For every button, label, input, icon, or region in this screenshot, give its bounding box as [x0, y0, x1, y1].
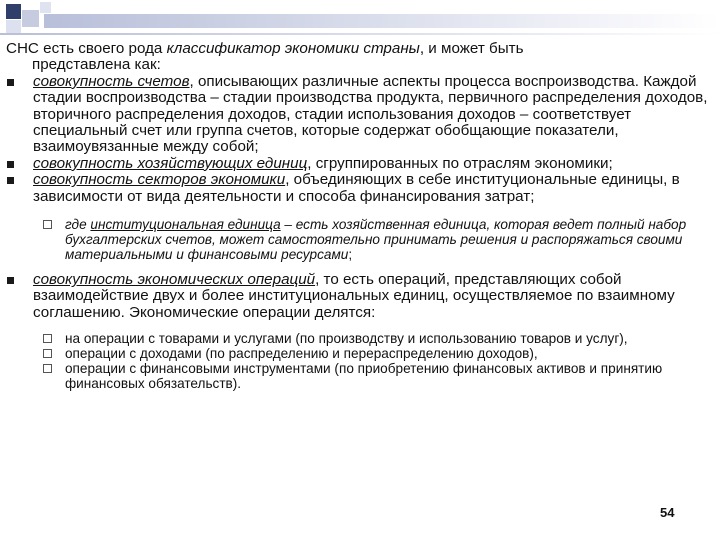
square-bullet-icon	[7, 177, 14, 184]
bullet-accounts	[6, 74, 716, 156]
intro-suffix: , и может быть	[419, 40, 524, 57]
intro-prefix: СНС есть своего рода	[6, 40, 167, 57]
bullet-units-emph: совокупность хозяйствующих единиц	[33, 154, 308, 172]
note-emph: институциональная единица	[90, 217, 281, 233]
intro-continuation: представлена как:	[32, 56, 161, 74]
subitem-goods-text: на операции с товарами и услугами (по производству и использованию товаров и услуг),	[65, 331, 628, 347]
subitem-income-text: операции с доходами (по распределению и перераспределению доходов),	[65, 346, 538, 362]
note-text: – есть хозяйственная единица, которая ведет полный набор бухгалтерских счетов, может самостоятельно принимать решения и распоряжаться своими материальными и финансовыми ресурсами	[65, 217, 687, 263]
subitem-goods	[6, 331, 716, 346]
note-tail: ;	[348, 247, 353, 263]
square-bullet-icon	[7, 277, 14, 284]
subitem-financial-text: операции с финансовыми инструментами (по приобретению финансовых активов и принятию финансовых обязательств).	[65, 361, 663, 392]
bullet-operations-text: , то есть операций, представляющих собой взаимодействие двух и более институциональных единиц, осуществляемое по взаимному соглашению. Экономические операции делятся:	[33, 271, 675, 321]
slide-body	[6, 41, 716, 391]
bullet-units-text: , сгруппированных по отраслям экономики;	[307, 154, 613, 172]
subitem-income	[6, 346, 716, 361]
header-gradient-bar	[44, 14, 720, 28]
bullet-sectors-emph: совокупность секторов экономики	[33, 171, 286, 189]
header-divider	[0, 33, 720, 35]
bullet-accounts-text: , описывающих различные аспекты процесса воспроизводства. Каждой стадии воспроизводства – стадии производства продукта, первичного распределения доходов, вторичного распределения доходов, стадии использования доходов – соответствует специальный счет или группа счетов, которые содержат обобщающие показатели, взаимоувязанные между собой;	[33, 72, 708, 156]
hollow-square-bullet-icon	[43, 364, 52, 373]
bullet-accounts-emph: совокупность счетов	[33, 72, 190, 90]
bullet-units	[6, 156, 716, 172]
square-bullet-icon	[7, 79, 14, 86]
page-number: 54	[660, 505, 675, 520]
intro-italic: классификатор экономики страны	[166, 40, 420, 57]
bullet-operations-emph: совокупность экономических операций	[33, 271, 316, 289]
square-bullet-icon	[7, 161, 14, 168]
header-square-light	[22, 10, 39, 27]
note-lead: где	[65, 217, 91, 233]
hollow-square-bullet-icon	[43, 220, 52, 229]
bullet-sectors	[6, 172, 716, 205]
bullet-operations	[6, 272, 716, 321]
subitem-financial	[6, 361, 716, 391]
spacer	[6, 321, 716, 331]
header-square-dark	[6, 4, 21, 19]
intro-paragraph	[6, 41, 716, 74]
hollow-square-bullet-icon	[43, 334, 52, 343]
spacer	[6, 205, 716, 217]
header-square-small	[40, 2, 51, 13]
bullet-sectors-text: , объединяющих в себе институциональные единицы, в зависимости от вида деятельности и способа финансирования затрат;	[33, 171, 680, 205]
hollow-square-bullet-icon	[43, 349, 52, 358]
note-institutional-unit	[6, 217, 716, 262]
